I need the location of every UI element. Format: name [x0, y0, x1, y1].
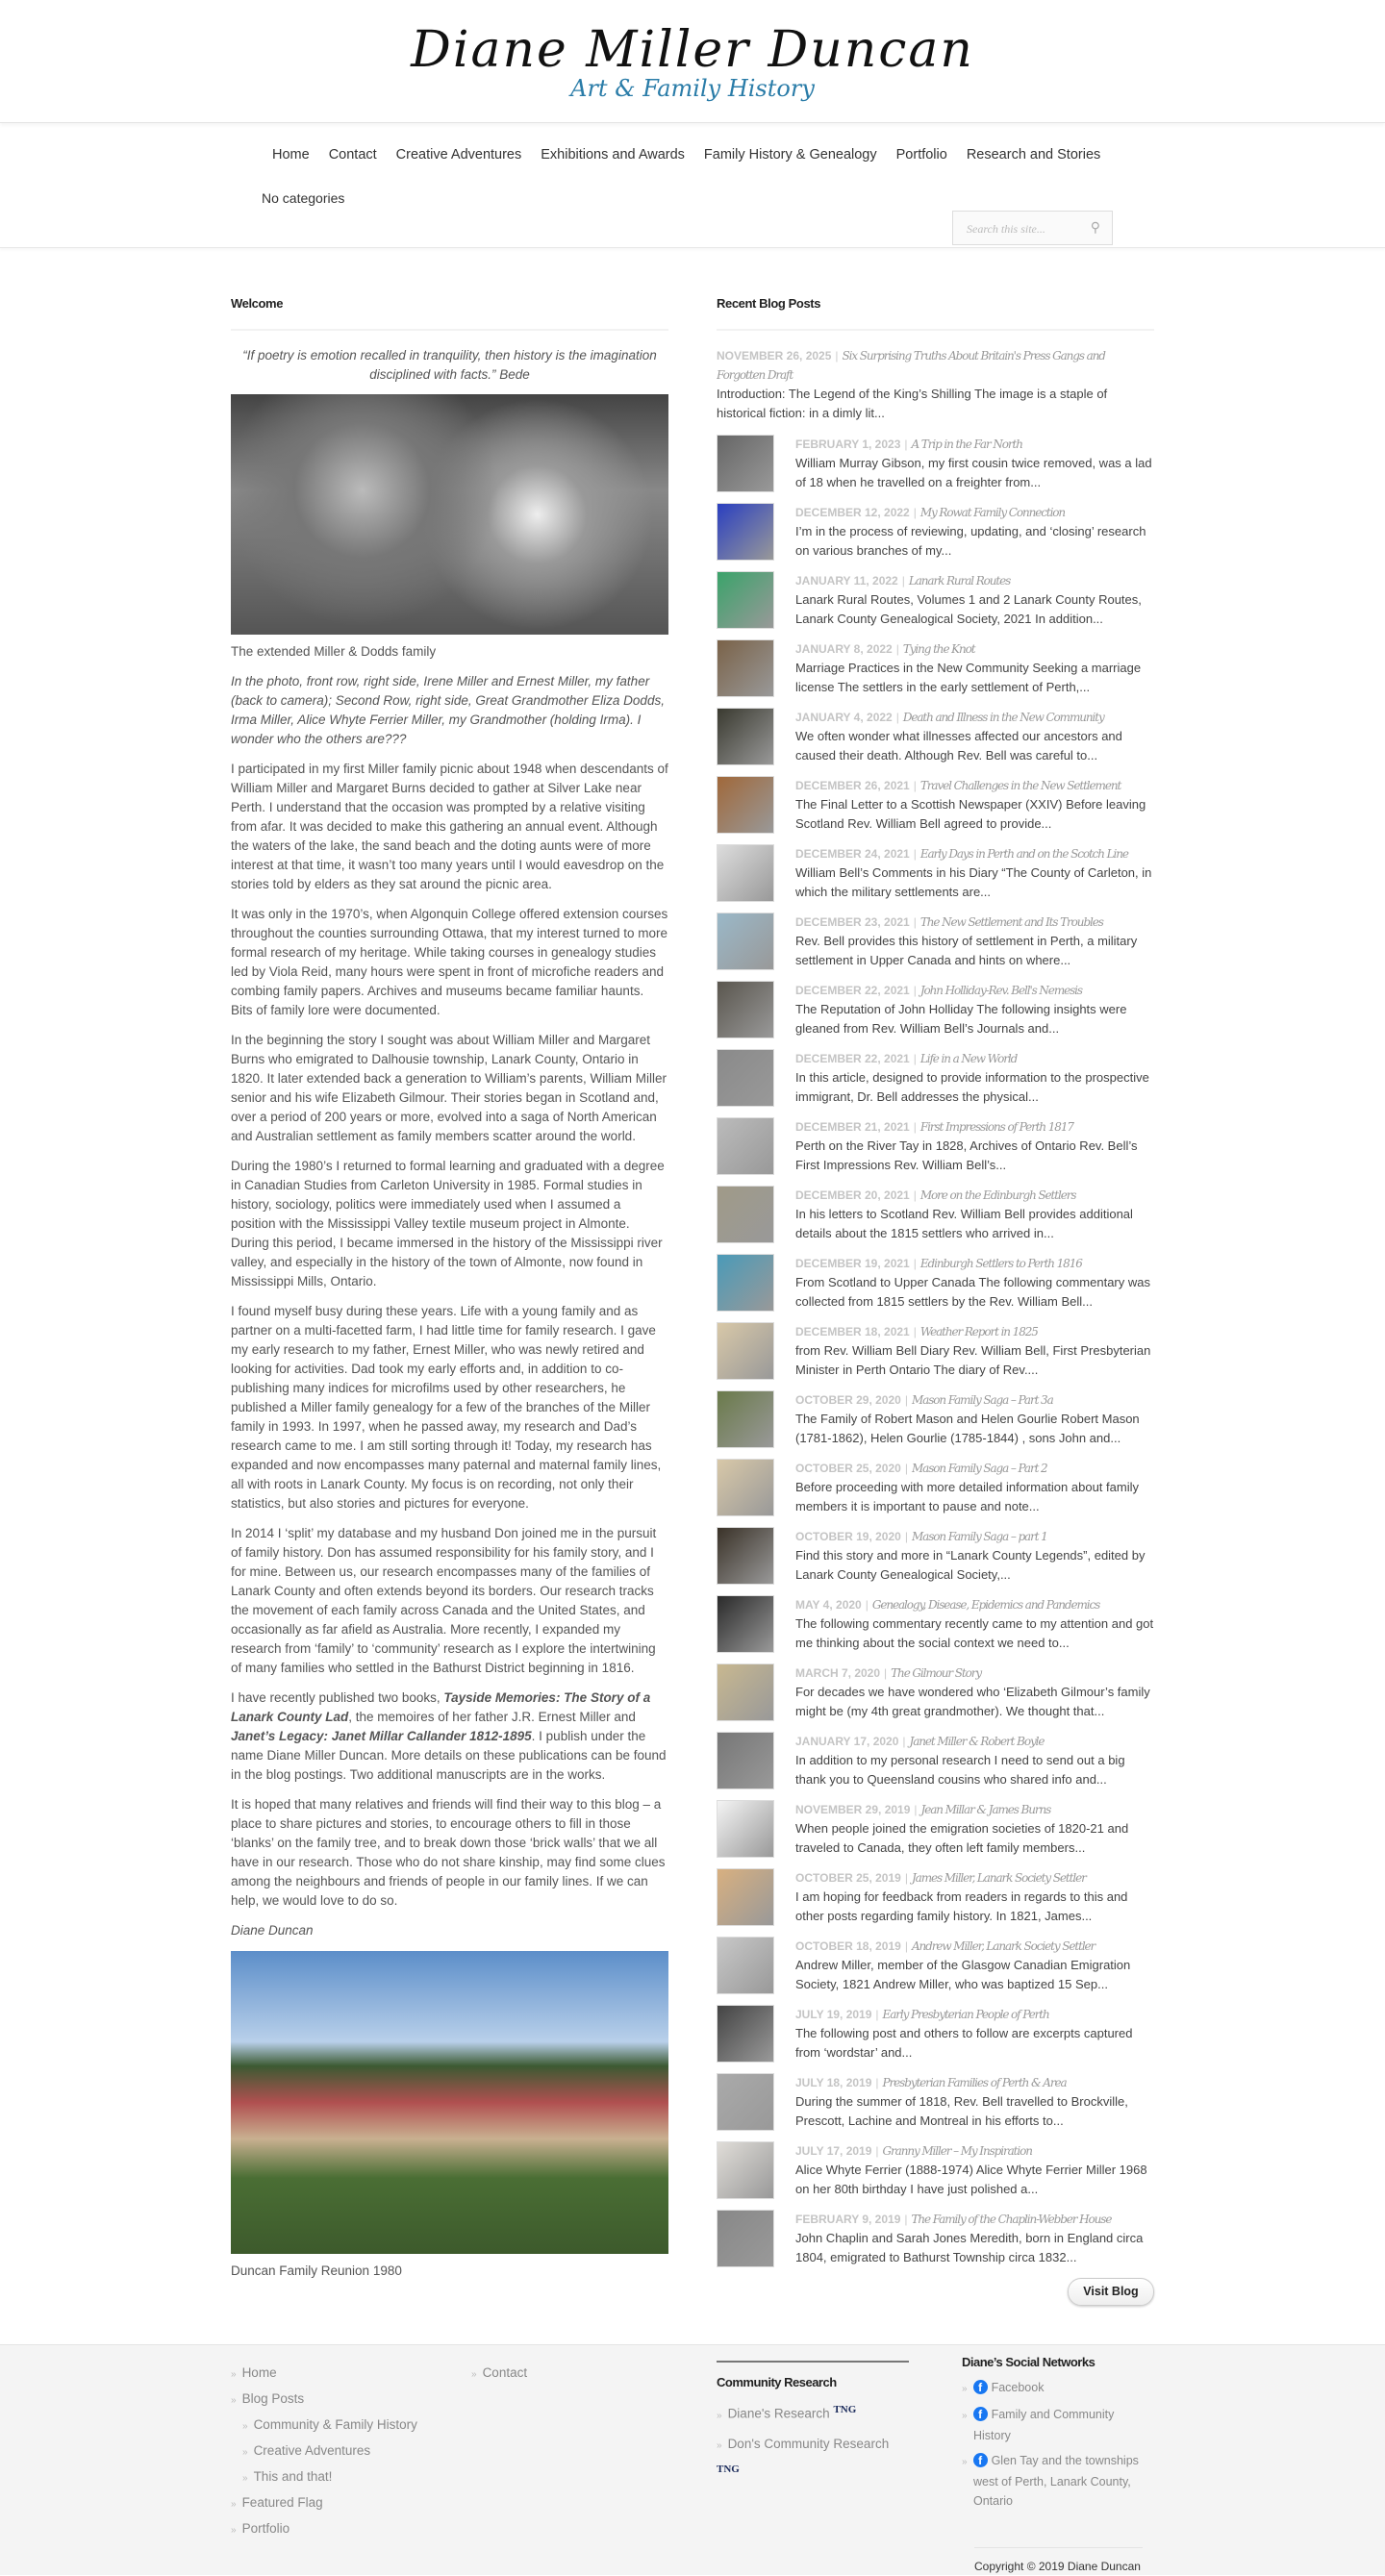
post-title-link[interactable]: Mason Family Saga – Part 3a — [911, 1393, 1053, 1407]
post-item: JANUARY 8, 2022 | Tying the Knot Marriage Practices in the New Community Seeking a marriage license The settlers in the early settlement of Perth,... — [717, 639, 1154, 699]
logo-subtitle: Art & Family History — [570, 75, 815, 102]
duncan-reunion-photo — [231, 1951, 668, 2254]
post-item: DECEMBER 21, 2021 | First Impressions of Perth 1817 Perth on the River Tay in 1828, Archives of Ontario Rev. Bell’s First Impressions Rev. William Bell’s... — [717, 1117, 1154, 1177]
post-date: JANUARY 8, 2022 — [795, 642, 893, 656]
site-footer — [0, 2344, 1385, 2575]
post-title-link[interactable]: The Gilmour Story — [891, 1666, 982, 1680]
post-title-link[interactable]: The Family of the Chaplin-Webber House — [911, 2213, 1112, 2226]
post-excerpt: Introduction: The Legend of the King’s Shilling The image is a staple of historical fiction: in a dimly lit... — [717, 387, 1108, 420]
post-item: JULY 17, 2019 | Granny Miller – My Inspiration Alice Whyte Ferrier (1888-1974) Alice Whyte Ferrier Miller 1968 on her 80th birthday I have just polished a... — [717, 2141, 1154, 2201]
post-excerpt: In this article, designed to provide information to the prospective immigrant, Dr. Bell addresses the physical... — [795, 1070, 1149, 1104]
post-excerpt: The following post and others to follow are excerpts captured from ‘wordstar’ and... — [795, 2026, 1133, 2060]
post-item: OCTOBER 18, 2019 | Andrew Miller, Lanark Society Settler Andrew Miller, member of the Glasgow Canadian Emigration Society, 1821 Andrew Miller, who was baptized 15 Sep... — [717, 1937, 1154, 1996]
post-date: JULY 19, 2019 — [795, 2008, 872, 2021]
chevron-icon: » — [231, 2369, 237, 2380]
post-date: DECEMBER 22, 2021 — [795, 1052, 910, 1065]
bede-quote: “If poetry is emotion recalled in tranquility, then history is the imagination disciplined with facts.” Bede — [242, 348, 657, 382]
post-thumbnail[interactable] — [717, 1595, 774, 1653]
search-input[interactable] — [952, 211, 1113, 245]
post-date: DECEMBER 19, 2021 — [795, 1257, 910, 1270]
chevron-icon: » — [717, 2439, 722, 2451]
social-networks-widget — [962, 2353, 1154, 2511]
post-excerpt: Perth on the River Tay in 1828, Archives of Ontario Rev. Bell’s First Impressions Rev. William Bell’s... — [795, 1138, 1138, 1172]
post-title-link[interactable]: First Impressions of Perth 1817 — [919, 1120, 1073, 1134]
welcome-paragraph: In the beginning the story I sought was about William Miller and Margaret Burns who emigrated to Dalhousie township, Lanark County, Ontario in 1820. It later extended back a generation to William’s parents, William Miller senior and his wife Elizabeth Gilmour. Their stories began in Scotland and, over a period of 200 years or more, evolved into a saga of North American and Australian settlement as family members scatter around the world. — [231, 1033, 667, 1143]
post-excerpt: Marriage Practices in the New Community Seeking a marriage license The settlers in the early settlement of Perth,... — [795, 661, 1142, 694]
post-excerpt: The Family of Robert Mason and Helen Gourlie Robert Mason (1781-1862), Helen Gourlie (1785-1844) , sons John and... — [795, 1412, 1140, 1445]
post-thumbnail[interactable] — [717, 1937, 774, 1994]
post-thumbnail[interactable] — [717, 1049, 774, 1107]
post-thumbnail[interactable] — [717, 844, 774, 902]
post-title-link[interactable]: Edinburgh Settlers to Perth 1816 — [919, 1257, 1082, 1270]
post-date: DECEMBER 22, 2021 — [795, 984, 910, 997]
post-date: OCTOBER 18, 2019 — [795, 1939, 901, 1953]
post-date: DECEMBER 20, 2021 — [795, 1188, 910, 1202]
post-item: OCTOBER 25, 2020 | Mason Family Saga – Part 2 Before proceeding with more detailed information about family members it is important to pause and note... — [717, 1459, 1154, 1518]
footer-link-label: Featured Flag — [241, 2495, 323, 2510]
chevron-icon: » — [962, 2384, 968, 2394]
post-item: FEBRUARY 1, 2023 | A Trip in the Far North William Murray Gibson, my first cousin twice removed, was a lad of 18 when he travelled on a freighter from... — [717, 435, 1154, 494]
post-excerpt: The Reputation of John Holliday The following insights were gleaned from Rev. William Bell’s Journals and... — [795, 1002, 1127, 1036]
post-title-link[interactable]: Early Presbyterian People of Perth — [882, 2008, 1049, 2021]
welcome-column — [231, 294, 668, 2291]
post-item: JANUARY 11, 2022 | Lanark Rural Routes Lanark Rural Routes, Volumes 1 and 2 Lanark County Routes, Lanark County Genealogical Society, 2021 In addition... — [717, 571, 1154, 631]
books-text: , the memoires of her father J.R. Ernest Miller and — [348, 1710, 636, 1724]
post-excerpt: In addition to my personal research I need to send out a big thank you to Queensland cousins who shared info and... — [795, 1753, 1125, 1787]
social-link[interactable] — [962, 2378, 1154, 2399]
community-research-heading: Community Research — [717, 2375, 837, 2389]
books-text: I have recently published two books, — [231, 1690, 444, 1705]
nav-item[interactable]: Contact — [328, 147, 377, 163]
welcome-paragraph: I found myself busy during these years. Life with a young family and as partner on a multi-facetted farm, I had little time for family research. I gave my early research to my father, Ernest Miller, who was newly retired and looking for activities. Dad took my early efforts and, in addition to co-publishing many indices for microfilms used by other researchers, he published a Miller family genealogy for a few of the branches of the Miller family in 1993. In 1997, when he passed away, my research and Dad’s research came to me. I am still sorting through it! Today, my research has expanded and now encompasses many paternal and maternal family lines, all with roots in Lanark County. My focus is on recording, not only their statistics, but also stories and pictures for everyone. — [231, 1304, 662, 1511]
community-research-link[interactable] — [717, 2398, 909, 2428]
post-item: JULY 18, 2019 | Presbyterian Families of Perth & Area During the summer of 1818, Rev. Bell travelled to Brockville, Prescott, Lachine and Montreal in his efforts to... — [717, 2073, 1154, 2133]
photo1-caption: The extended Miller & Dodds family — [231, 644, 437, 659]
post-thumbnail[interactable] — [717, 981, 774, 1038]
post-item: DECEMBER 12, 2022 | My Rowat Family Connection I’m in the process of reviewing, updating, and ‘closing’ research on various branches of my... — [717, 503, 1154, 563]
post-item: JULY 19, 2019 | Early Presbyterian People of Perth The following post and others to follow are excerpts captured from ‘wordstar’ and... — [717, 2005, 1154, 2064]
nav-item[interactable]: Creative Adventures — [395, 147, 522, 163]
miller-dodds-family-photo — [231, 394, 668, 635]
signature: Diane Duncan — [231, 1923, 314, 1938]
post-title-link[interactable]: Andrew Miller, Lanark Society Settler — [911, 1939, 1095, 1953]
post-title-link[interactable]: Travel Challenges in the New Settlement — [919, 779, 1121, 792]
link-label: Family and Community History — [973, 2408, 1115, 2442]
post-item: JANUARY 4, 2022 | Death and Illness in the New Community We often wonder what illnesses affected our ancestors and caused their death. Although Rev. Bell was careful to... — [717, 708, 1154, 767]
navigation-bar — [0, 123, 1385, 248]
post-excerpt: William Murray Gibson, my first cousin twice removed, was a lad of 18 when he travelled on a freighter from... — [795, 456, 1152, 489]
post-excerpt: The Final Letter to a Scottish Newspaper (XXIV) Before leaving Scotland Rev. William Bell agreed to provide... — [795, 797, 1146, 831]
footer-link-label: Contact — [482, 2365, 528, 2380]
post-thumbnail[interactable] — [717, 1663, 774, 1721]
photo2-caption: Duncan Family Reunion 1980 — [231, 2263, 402, 2278]
footer-link-label: Community & Family History — [253, 2417, 417, 2432]
main-content — [0, 248, 1385, 2344]
tng-badge: TNG — [717, 2463, 740, 2475]
post-thumbnail[interactable] — [717, 1732, 774, 1789]
link-label: Don's Community Research — [727, 2436, 890, 2451]
post-excerpt: Lanark Rural Routes, Volumes 1 and 2 Lanark County Routes, Lanark County Genealogical Society, 2021 In addition... — [795, 592, 1142, 626]
chevron-icon: » — [242, 2421, 248, 2432]
post-title-link[interactable]: Presbyterian Families of Perth & Area — [882, 2076, 1067, 2089]
post-item: DECEMBER 18, 2021 | Weather Report in 1825 from Rev. William Bell Diary Rev. William Bell, First Presbyterian Minister in Perth Ontario The diary of Rev.... — [717, 1322, 1154, 1382]
footer-menu-item[interactable] — [231, 2387, 417, 2413]
post-title-link[interactable]: Tying the Knot — [902, 642, 975, 656]
footer-link-label: Portfolio — [241, 2521, 290, 2536]
post-excerpt: We often wonder what illnesses affected our ancestors and caused their death. Although Rev. Bell was careful to... — [795, 729, 1122, 763]
post-excerpt: When people joined the emigration societies of 1820-21 and traveled to Canada, they often left family members... — [795, 1821, 1129, 1855]
post-excerpt: Alice Whyte Ferrier (1888-1974) Alice Whyte Ferrier Miller 1968 on her 80th birthday I have just polished a... — [795, 2163, 1147, 2196]
post-item: DECEMBER 24, 2021 | Early Days in Perth and on the Scotch Line William Bell’s Comments in his Diary “The County of Carleton, in which the military settlements are... — [717, 844, 1154, 904]
post-title-link[interactable]: Mason Family Saga – part 1 — [911, 1530, 1047, 1543]
closing-paragraph: It is hoped that many relatives and friends will find their way to this blog – a place to share pictures and stories, to encourage others to fill in those ‘blanks’ on the family tree, and to break down those ‘brick walls’ that we all have in our research. Those who do not share kinship, may find some clues among the neighbours and friends of people in our family lines. If we can help, we would love to do so. — [231, 1797, 666, 1908]
post-date: FEBRUARY 9, 2019 — [795, 2213, 901, 2226]
post-excerpt: Before proceeding with more detailed information about family members it is important to pause and note... — [795, 1480, 1139, 1513]
post-title-link[interactable]: Janet Miller & Robert Boyle — [909, 1735, 1045, 1748]
post-title-link[interactable]: Lanark Rural Routes — [908, 574, 1011, 588]
photo1-note: In the photo, front row, right side, Irene Miller and Ernest Miller, my father (back to camera); Second Row, right side, Great Grandmother Eliza Dodds, Irma Miller, Alice Whyte Ferrier Miller, my Grandmother (holding Irma). I wonder who the others are??? — [231, 674, 665, 746]
post-date: JULY 18, 2019 — [795, 2076, 872, 2089]
post-thumbnail[interactable] — [717, 776, 774, 834]
book-title-1: Tayside Memories: The Story of a Lanark County Lad — [231, 1690, 651, 1724]
chevron-icon: » — [962, 2457, 968, 2467]
footer-menu-item[interactable] — [231, 2490, 417, 2516]
post-item: DECEMBER 26, 2021 | Travel Challenges in the New Settlement The Final Letter to a Scottish Newspaper (XXIV) Before leaving Scotland Rev. William Bell agreed to provide... — [717, 776, 1154, 836]
post-date: NOVEMBER 26, 2025 — [717, 349, 832, 363]
welcome-heading: Welcome — [231, 294, 668, 331]
post-excerpt: During the summer of 1818, Rev. Bell travelled to Brockville, Prescott, Lachine and Montreal in his efforts to... — [795, 2094, 1128, 2128]
post-title-link[interactable]: John Holliday-Rev. Bell's Nemesis — [919, 984, 1082, 997]
post-item: DECEMBER 22, 2021 | John Holliday-Rev. Bell's Nemesis The Reputation of John Holliday The following insights were gleaned from Rev. William Bell’s Journals and... — [717, 981, 1154, 1040]
post-title-link[interactable]: Mason Family Saga – Part 2 — [911, 1462, 1047, 1475]
post-date: FEBRUARY 1, 2023 — [795, 438, 901, 451]
post-thumbnail[interactable] — [717, 1186, 774, 1243]
nav-item[interactable]: Exhibitions and Awards — [541, 147, 685, 163]
post-thumbnail[interactable] — [717, 1459, 774, 1516]
facebook-icon: f — [973, 2407, 988, 2421]
post-item: JANUARY 17, 2020 | Janet Miller & Robert Boyle In addition to my personal research I need to send out a big thank you to Queensland cousins who shared info and... — [717, 1732, 1154, 1791]
post-excerpt: Andrew Miller, member of the Glasgow Canadian Emigration Society, 1821 Andrew Miller, who was baptized 15 Sep... — [795, 1958, 1131, 1991]
main-menu — [272, 147, 1100, 163]
footer-menu-item[interactable] — [471, 2361, 527, 2387]
visit-blog-button[interactable]: Visit Blog — [1068, 2278, 1154, 2306]
post-date: JULY 17, 2019 — [795, 2144, 872, 2158]
post-date: DECEMBER 12, 2022 — [795, 506, 910, 519]
post-excerpt: from Rev. William Bell Diary Rev. William Bell, First Presbyterian Minister in Perth Ontario The diary of Rev.... — [795, 1343, 1151, 1377]
search-icon[interactable]: ⚲ — [1090, 221, 1100, 236]
post-thumbnail[interactable] — [717, 2073, 774, 2131]
post-date: JANUARY 11, 2022 — [795, 574, 898, 588]
facebook-icon: f — [973, 2453, 988, 2467]
post-title-link[interactable]: Jean Millar & James Burns — [920, 1803, 1051, 1816]
site-header — [0, 0, 1385, 123]
welcome-paragraph: It was only in the 1970’s, when Algonquin College offered extension courses throughout the counties surrounding Ottawa, that my interest turned to more formal research of my heritage. While taking courses in genealogy studies led by Viola Reid, many hours were spent in front of microfiche readers and combing family papers. Archives and museums became familiar haunts. Bits of family lore were documented. — [231, 907, 668, 1017]
nav-item[interactable]: Portfolio — [895, 147, 947, 163]
post-date: MAY 4, 2020 — [795, 1598, 862, 1612]
post-date: DECEMBER 24, 2021 — [795, 847, 910, 861]
footer-link-label: Creative Adventures — [253, 2443, 371, 2458]
post-title-link[interactable]: The New Settlement and Its Troubles — [919, 915, 1103, 929]
post-thumbnail[interactable] — [717, 1800, 774, 1858]
post-excerpt: The following commentary recently came to my attention and got me thinking about the social context we need to... — [795, 1616, 1154, 1650]
post-date: DECEMBER 23, 2021 — [795, 915, 910, 929]
post-item: MARCH 7, 2020 | The Gilmour Story For decades we have wondered who ‘Elizabeth Gilmour’s family might be (my 4th great grandmother). We thought that... — [717, 1663, 1154, 1723]
search-placeholder: Search this site... — [967, 222, 1045, 236]
post-excerpt: From Scotland to Upper Canada The following commentary was collected from 1815 settlers by the Rev. William Bell... — [795, 1275, 1150, 1309]
chevron-icon: » — [242, 2447, 248, 2458]
post-item: OCTOBER 29, 2020 | Mason Family Saga – Part 3a The Family of Robert Mason and Helen Gourlie Robert Mason (1781-1862), Helen Gourlie (1785-1844) , sons John and... — [717, 1390, 1154, 1450]
post-title-link[interactable]: Life in a New World — [919, 1052, 1018, 1065]
post-title-link[interactable]: Weather Report in 1825 — [919, 1325, 1038, 1338]
footer-menu-2 — [471, 2361, 527, 2387]
post-title-link[interactable]: Six Surprising Truths About Britain's Press Gangs and Forgotten Draft — [717, 349, 1105, 382]
post-thumbnail[interactable] — [717, 571, 774, 629]
post-excerpt: Rev. Bell provides this history of settlement in Perth, a military settlement in Upper Canada and hints on where... — [795, 934, 1138, 967]
post-thumbnail[interactable] — [717, 1527, 774, 1585]
chevron-icon: » — [242, 2473, 248, 2484]
tng-badge: TNG — [833, 2404, 857, 2415]
chevron-icon: » — [962, 2411, 968, 2421]
footer-menu — [231, 2361, 417, 2542]
post-title-link[interactable]: James Miller, Lanark Society Settler — [911, 1871, 1086, 1885]
link-label: Glen Tay and the townships west of Perth, Lanark County, Ontario — [973, 2454, 1139, 2508]
post-date: OCTOBER 25, 2020 — [795, 1462, 901, 1475]
post-date: DECEMBER 26, 2021 — [795, 779, 910, 792]
book-title-2: Janet’s Legacy: Janet Millar Callander 1812-1895 — [231, 1729, 532, 1743]
nav-item[interactable]: Home — [272, 147, 310, 163]
post-date: OCTOBER 29, 2020 — [795, 1393, 901, 1407]
community-research-widget — [717, 2361, 909, 2485]
post-item: NOVEMBER 26, 2025 | Six Surprising Truths About Britain's Press Gangs and Forgotten Draft Introduction: The Legend of the King’s Shilling The image is a staple of historical fiction: in a dimly lit... — [717, 346, 1154, 423]
post-excerpt: Find this story and more in “Lanark County Legends”, edited by Lanark County Genealogical Society,... — [795, 1548, 1146, 1582]
social-link[interactable] — [962, 2451, 1154, 2511]
post-date: OCTOBER 19, 2020 — [795, 1530, 901, 1543]
social-link[interactable] — [962, 2405, 1154, 2445]
books-paragraph — [231, 1688, 668, 1785]
post-item: FEBRUARY 9, 2019 | The Family of the Chaplin-Webber House John Chaplin and Sarah Jones Meredith, born in England circa 1804, emigrated to Bathurst Township circa 1832... — [717, 2210, 1154, 2269]
footer-link-label: Home — [241, 2365, 277, 2380]
footer-menu-item[interactable] — [231, 2438, 417, 2464]
footer-link-label: Blog Posts — [241, 2391, 305, 2406]
post-thumbnail[interactable] — [717, 435, 774, 492]
post-excerpt: For decades we have wondered who ‘Elizabeth Gilmour’s family might be (my 4th great grandmother). We thought that... — [795, 1685, 1150, 1718]
no-categories-label: No categories — [262, 190, 345, 206]
post-item: NOVEMBER 29, 2019 | Jean Millar & James Burns When people joined the emigration societies of 1820-21 and traveled to Canada, they often left family members... — [717, 1800, 1154, 1860]
books-text: . I publish under the name Diane Miller Duncan. More details on these publications can be found in the blog postings. Two additional manuscripts are in the works. — [231, 1729, 667, 1782]
chevron-icon: » — [231, 2499, 237, 2510]
footer-link-label: This and that! — [253, 2469, 333, 2484]
community-research-link[interactable] — [717, 2432, 909, 2486]
post-title-link[interactable]: Genealogy, Disease, Epidemics and Pandemics — [871, 1598, 1100, 1612]
chevron-icon: » — [231, 2525, 237, 2536]
post-date: JANUARY 4, 2022 — [795, 711, 893, 724]
social-heading: Diane’s Social Networks — [962, 2355, 1095, 2369]
welcome-paragraph: I participated in my first Miller family picnic about 1948 when descendants of William Miller and Margaret Burns decided to gather at Silver Lake near Perth. I understand that the occasion was prompted by a relative visiting from afar. It was decided to make this gathering an annual event. Although the waters of the lake, the sand beach and the doting aunts were of more interest at that time, it wasn’t too many years until I would eavesdrop on the stories told by elders as they sat around the picnic area. — [231, 762, 668, 891]
post-title-link[interactable]: Early Days in Perth and on the Scotch Line — [919, 847, 1128, 861]
post-thumbnail[interactable] — [717, 1117, 774, 1175]
recent-posts-column — [717, 294, 1154, 2306]
nav-item[interactable]: Research and Stories — [966, 147, 1101, 163]
post-excerpt: I’m in the process of reviewing, updating, and ‘closing’ research on various branches of my... — [795, 524, 1146, 558]
post-date: OCTOBER 25, 2019 — [795, 1871, 901, 1885]
post-thumbnail[interactable] — [717, 2005, 774, 2063]
post-date: JANUARY 17, 2020 — [795, 1735, 899, 1748]
copyright: Copyright © 2019 Diane Duncan — [974, 2547, 1143, 2573]
post-date: NOVEMBER 29, 2019 — [795, 1803, 911, 1816]
post-thumbnail[interactable] — [717, 913, 774, 970]
facebook-icon: f — [973, 2380, 988, 2394]
footer-menu-item[interactable] — [231, 2361, 417, 2387]
post-excerpt: John Chaplin and Sarah Jones Meredith, born in England circa 1804, emigrated to Bathurst Township circa 1832... — [795, 2231, 1144, 2264]
post-item: DECEMBER 19, 2021 | Edinburgh Settlers to Perth 1816 From Scotland to Upper Canada The following commentary was collected from 1815 settlers by the Rev. William Bell... — [717, 1254, 1154, 1313]
post-title-link[interactable]: A Trip in the Far North — [911, 438, 1022, 451]
post-item: DECEMBER 20, 2021 | More on the Edinburgh Settlers In his letters to Scotland Rev. William Bell provides additional details about the 1815 settlers who arrived in... — [717, 1186, 1154, 1245]
nav-item[interactable]: Family History & Genealogy — [703, 147, 877, 163]
link-label: Diane's Research — [727, 2406, 830, 2421]
post-thumbnail[interactable] — [717, 708, 774, 765]
footer-menu-item[interactable] — [231, 2516, 417, 2542]
post-item: MAY 4, 2020 | Genealogy, Disease, Epidemics and Pandemics The following commentary recently came to my attention and got me thinking about the social context we need to... — [717, 1595, 1154, 1655]
post-thumbnail[interactable] — [717, 1254, 774, 1312]
post-thumbnail[interactable] — [717, 503, 774, 561]
recent-posts-heading: Recent Blog Posts — [717, 294, 1154, 331]
post-date: DECEMBER 21, 2021 — [795, 1120, 910, 1134]
post-title-link[interactable]: More on the Edinburgh Settlers — [919, 1188, 1076, 1202]
welcome-paragraphs — [231, 760, 668, 1678]
chevron-icon: » — [471, 2369, 477, 2380]
post-thumbnail[interactable] — [717, 2210, 774, 2267]
post-item: DECEMBER 23, 2021 | The New Settlement and Its Troubles Rev. Bell provides this history of settlement in Perth, a military settlement in Upper Canada and hints on where... — [717, 913, 1154, 972]
post-thumbnail[interactable] — [717, 2141, 774, 2199]
footer-menu-item[interactable] — [231, 2413, 417, 2438]
post-title-link[interactable]: My Rowat Family Connection — [919, 506, 1066, 519]
footer-menu-item[interactable] — [231, 2464, 417, 2490]
post-excerpt: In his letters to Scotland Rev. William Bell provides additional details about the 1815 settlers who arrived in... — [795, 1207, 1133, 1240]
post-item: OCTOBER 25, 2019 | James Miller, Lanark Society Settler I am hoping for feedback from readers in regards to this and other posts regarding family history. In 1821, James... — [717, 1868, 1154, 1928]
logo-title[interactable]: Diane Miller Duncan — [411, 21, 974, 79]
post-thumbnail[interactable] — [717, 1322, 774, 1380]
post-thumbnail[interactable] — [717, 1390, 774, 1448]
post-date: MARCH 7, 2020 — [795, 1666, 881, 1680]
post-list — [717, 435, 1154, 2269]
post-thumbnail[interactable] — [717, 1868, 774, 1926]
post-item: OCTOBER 19, 2020 | Mason Family Saga – part 1 Find this story and more in “Lanark County Legends”, edited by Lanark County Genealogical Society,... — [717, 1527, 1154, 1587]
post-excerpt: William Bell’s Comments in his Diary “The County of Carleton, in which the military settlements are... — [795, 865, 1152, 899]
post-date: DECEMBER 18, 2021 — [795, 1325, 910, 1338]
welcome-paragraph: In 2014 I ‘split’ my database and my husband Don joined me in the pursuit of family history. Don has assumed responsibility for his family story, and I for mine. Between us, our research encompasses many of the families of Lanark County and often extends beyond its borders. Our research tracks the movement of each family across Canada and the United States, and occasionally as far afield as Australia. More recently, I expanded my research from ‘family’ to ‘community’ research as I explore the intertwining of many families who settled in the Bathurst District beginning in 1816. — [231, 1526, 657, 1675]
post-title-link[interactable]: Death and Illness in the New Community — [902, 711, 1104, 724]
post-thumbnail[interactable] — [717, 639, 774, 697]
post-title-link[interactable]: Granny Miller – My Inspiration — [882, 2144, 1032, 2158]
post-item: DECEMBER 22, 2021 | Life in a New World In this article, designed to provide information to the prospective immigrant, Dr. Bell addresses the physical... — [717, 1049, 1154, 1109]
chevron-icon: » — [717, 2410, 722, 2421]
chevron-icon: » — [231, 2395, 237, 2406]
link-label: Facebook — [991, 2381, 1045, 2394]
post-excerpt: I am hoping for feedback from readers in regards to this and other posts regarding family history. In 1821, James... — [795, 1889, 1128, 1923]
welcome-paragraph: During the 1980’s I returned to formal learning and graduated with a degree in Canadian Studies from Carleton University in 1985. Formal studies in history, sociology, politics were immediately used when I assumed a position with the Mississippi Valley textile museum project in Almonte. During this period, I became immersed in the history of the Mississippi river valley, and especially in the history of the town of Almonte, now found in Mississippi Mills, Ontario. — [231, 1159, 665, 1288]
